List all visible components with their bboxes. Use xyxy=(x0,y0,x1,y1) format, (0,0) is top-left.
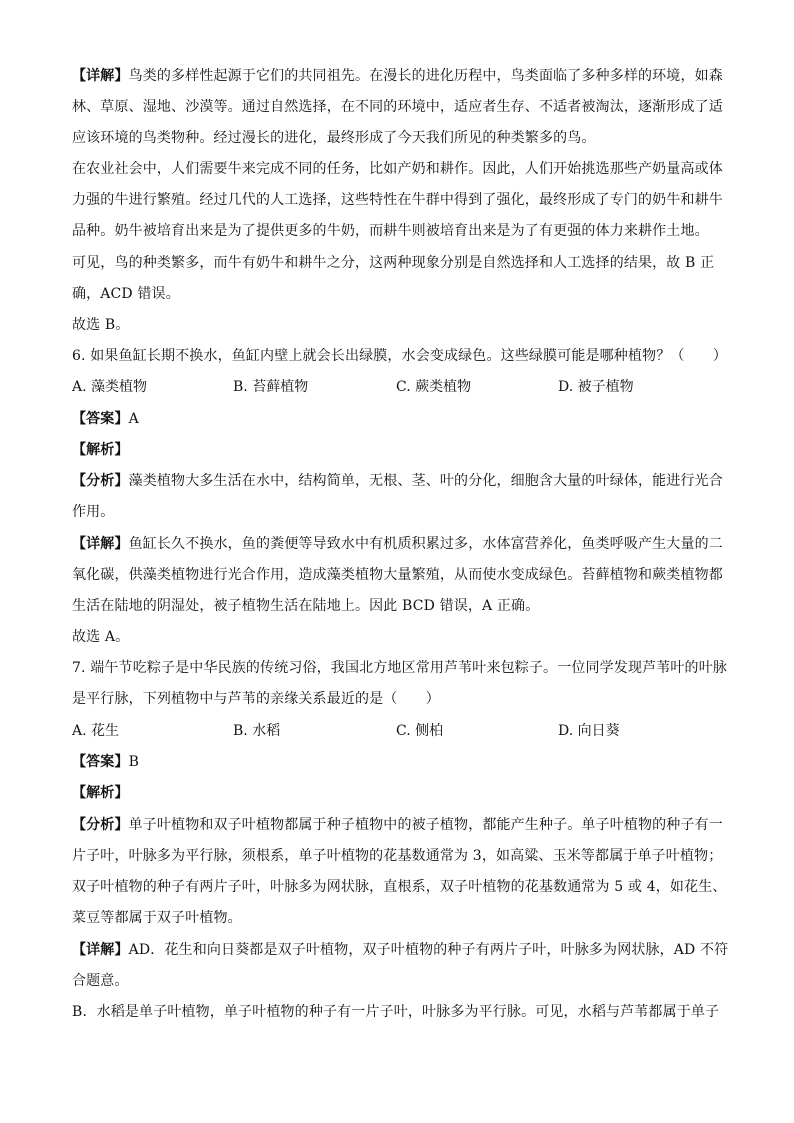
q7-stem-line-1: 7. 端午节吃粽子是中华民族的传统习俗，我国北方地区常用芦苇叶来包粽子。一位同学发现芦苇叶的叶脉 xyxy=(72,660,728,676)
q7-analysis-line-3: 双子叶植物的种子有两片子叶，叶脉多为网状脉，直根系，双子叶植物的花基数通常为 5 或 4，如花生、 xyxy=(72,879,727,895)
q6-analysis-sub-label: 【分析】 xyxy=(72,473,129,489)
q7-answer-value: B xyxy=(128,754,140,770)
q7-analysis-line-1: 【分析】单子叶植物和双子叶植物都属于种子植物中的被子植物，都能产生种子。单子叶植物的种子有一 xyxy=(72,817,723,833)
q5-detail-line-8: 确，ACD 错误。 xyxy=(72,286,180,302)
q5-detail-line-5: 力强的牛进行繁殖。经过几代的人工选择，这些特性在牛群中得到了强化，最终形成了专门的奶牛和耕牛 xyxy=(72,192,723,208)
q5-detail-line-4: 在农业社会中，人们需要牛来完成不同的任务，比如产奶和耕作。因此，人们开始挑选那些产奶量高或体 xyxy=(72,161,723,177)
q7-stem-line-2: 是平行脉，下列植物中与芦苇的亲缘关系最近的是（ ） xyxy=(72,691,440,707)
q7-detail-line-1: 【详解】AD．花生和向日葵都是双子叶植物，双子叶植物的种子有两片子叶，叶脉多为网状脉，AD 不符 xyxy=(72,942,729,958)
q7-option-d: D. 向日葵 xyxy=(558,723,620,739)
q5-choice: 故选 B。 xyxy=(72,317,130,333)
q6-analysis-label: 【解析】 xyxy=(72,442,129,458)
q7-detail-line-3: B．水稻是单子叶植物，单子叶植物的种子有一片子叶，叶脉多为平行脉。可见，水稻与芦苇都属于单子 xyxy=(72,1004,720,1020)
q6-option-c: C. 蕨类植物 xyxy=(396,379,472,395)
q5-detail-line-3: 应该环境的鸟类物种。经过漫长的进化，最终形成了今天我们所见的种类繁多的鸟。 xyxy=(72,130,596,146)
q6-detail-line-3: 生活在陆地的阴湿处，被子植物生活在陆地上。因此 BCD 错误，A 正确。 xyxy=(72,598,540,614)
q7-answer xyxy=(72,752,139,772)
q7-analysis-label: 【解析】 xyxy=(72,785,129,801)
q6-analysis-line-1: 【分析】藻类植物大多生活在水中，结构简单，无根、茎、叶的分化，细胞含大量的叶绿体，能进行光合 xyxy=(72,473,723,489)
q6-answer-label: 【答案】 xyxy=(72,411,129,427)
q6-answer-value: A xyxy=(128,411,139,427)
q6-option-a: A. 藻类植物 xyxy=(72,379,148,395)
q6-detail-label: 【详解】 xyxy=(72,536,129,552)
q7-detail-label: 【详解】 xyxy=(72,942,129,958)
q7-detail-line-2: 合题意。 xyxy=(72,973,129,989)
q6-option-b: B. 苔藓植物 xyxy=(233,379,309,395)
q5-detail-line-6: 品种。奶牛被培育出来是为了提供更多的牛奶，而耕牛则被培育出来是为了有更强的体力来耕作土地。 xyxy=(72,223,709,239)
q5-detail-line-2: 林、草原、湿地、沙漠等。通过自然选择，在不同的环境中，适应者生存、不适者被淘汰，逐渐形成了适 xyxy=(72,99,723,115)
q5-detail-line-7: 可见，鸟的种类繁多，而牛有奶牛和耕牛之分，这两种现象分别是自然选择和人工选择的结果，故 B 正 xyxy=(72,255,715,271)
q6-stem: 6. 如果鱼缸长期不换水，鱼缸内壁上就会长出绿膜，水会变成绿色。这些绿膜可能是哪种植物？（ ） xyxy=(72,348,728,364)
q6-answer xyxy=(72,409,139,429)
q5-detail-label: 【详解】 xyxy=(72,68,129,84)
q7-option-a: A. 花生 xyxy=(72,723,120,739)
q6-detail-line-1: 【详解】鱼缸长久不换水，鱼的粪便等导致水中有机质积累过多，水体富营养化，鱼类呼吸产生大量的二 xyxy=(72,536,723,552)
q7-option-c: C. 侧柏 xyxy=(396,723,444,739)
q7-option-b: B. 水稻 xyxy=(233,723,281,739)
q6-analysis-line-2: 作用。 xyxy=(72,504,115,520)
q6-choice: 故选 A。 xyxy=(72,629,130,645)
q5-detail-line-1: 【详解】鸟类的多样性起源于它们的共同祖先。在漫长的进化历程中，鸟类面临了多种多样的环境，如森 xyxy=(72,68,723,84)
q7-analysis-line-4: 菜豆等都属于双子叶植物。 xyxy=(72,910,242,926)
q6-option-d: D. 被子植物 xyxy=(558,379,634,395)
q6-detail-line-2: 氧化碳，供藻类植物进行光合作用，造成藻类植物大量繁殖，从而使水变成绿色。苔藓植物和蕨类植物都 xyxy=(72,567,723,583)
q7-answer-label: 【答案】 xyxy=(72,754,129,770)
q7-analysis-line-2: 片子叶，叶脉多为平行脉，须根系，单子叶植物的花基数通常为 3，如高粱、玉米等都属于单子叶植物； xyxy=(72,848,723,864)
q7-analysis-sub-label: 【分析】 xyxy=(72,817,129,833)
